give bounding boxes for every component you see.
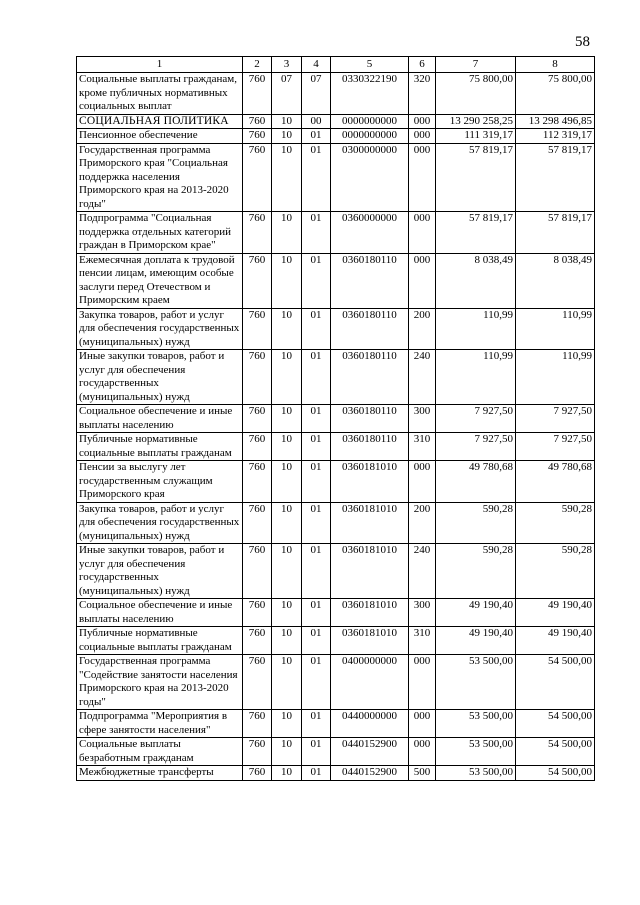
row-code-4: 01 xyxy=(302,461,331,503)
row-code-4: 01 xyxy=(302,738,331,766)
column-header-1: 1 xyxy=(77,57,243,73)
table-row xyxy=(77,405,595,433)
row-code-4: 01 xyxy=(302,627,331,655)
row-code-5: 0440000000 xyxy=(331,710,409,738)
row-code-5: 0360180110 xyxy=(331,308,409,350)
row-code-4: 01 xyxy=(302,433,331,461)
row-code-6: 000 xyxy=(409,461,436,503)
row-code-4: 01 xyxy=(302,599,331,627)
row-code-6: 310 xyxy=(409,433,436,461)
row-name: Пенсии за выслугу лет государственным служащим Приморского края xyxy=(77,461,243,503)
row-code-2: 760 xyxy=(243,738,272,766)
row-code-6: 000 xyxy=(409,212,436,254)
row-amount-7: 53 500,00 xyxy=(436,766,516,781)
row-code-4: 01 xyxy=(302,143,331,212)
row-amount-7: 590,28 xyxy=(436,544,516,599)
table-row xyxy=(77,433,595,461)
row-code-2: 760 xyxy=(243,433,272,461)
row-code-2: 760 xyxy=(243,655,272,710)
row-amount-7: 53 500,00 xyxy=(436,710,516,738)
table-row xyxy=(77,738,595,766)
page-number: 58 xyxy=(575,34,590,50)
row-code-3: 10 xyxy=(272,114,302,129)
row-name: Социальные выплаты гражданам, кроме публичных нормативных социальных выплат xyxy=(77,73,243,115)
row-code-3: 10 xyxy=(272,212,302,254)
row-amount-7: 111 319,17 xyxy=(436,129,516,144)
row-amount-7: 57 819,17 xyxy=(436,143,516,212)
budget-table xyxy=(76,56,595,781)
row-name: Государственная программа "Содействие занятости населения Приморского края на 2013-2020 годы" xyxy=(77,655,243,710)
row-amount-8: 13 298 496,85 xyxy=(516,114,595,129)
row-code-5: 0440152900 xyxy=(331,738,409,766)
table-row xyxy=(77,627,595,655)
row-code-2: 760 xyxy=(243,599,272,627)
row-amount-8: 112 319,17 xyxy=(516,129,595,144)
column-header-7: 7 xyxy=(436,57,516,73)
row-code-3: 10 xyxy=(272,627,302,655)
row-code-3: 10 xyxy=(272,766,302,781)
table-row xyxy=(77,544,595,599)
row-name: Публичные нормативные социальные выплаты гражданам xyxy=(77,627,243,655)
row-code-2: 760 xyxy=(243,461,272,503)
row-amount-7: 53 500,00 xyxy=(436,738,516,766)
row-amount-8: 49 190,40 xyxy=(516,627,595,655)
row-code-2: 760 xyxy=(243,350,272,405)
row-amount-7: 49 780,68 xyxy=(436,461,516,503)
row-amount-8: 49 190,40 xyxy=(516,599,595,627)
row-amount-8: 57 819,17 xyxy=(516,212,595,254)
table-row xyxy=(77,350,595,405)
row-name: Социальное обеспечение и иные выплаты населению xyxy=(77,405,243,433)
row-amount-8: 7 927,50 xyxy=(516,405,595,433)
row-code-2: 760 xyxy=(243,544,272,599)
column-header-2: 2 xyxy=(243,57,272,73)
row-code-3: 10 xyxy=(272,129,302,144)
row-amount-8: 590,28 xyxy=(516,502,595,544)
table-body xyxy=(77,73,595,781)
table-header-row xyxy=(77,57,595,73)
row-name: Социальное обеспечение и иные выплаты населению xyxy=(77,599,243,627)
column-header-8: 8 xyxy=(516,57,595,73)
row-amount-7: 49 190,40 xyxy=(436,627,516,655)
row-code-6: 300 xyxy=(409,405,436,433)
row-name: Закупка товаров, работ и услуг для обеспечения государственных (муниципальных) нужд xyxy=(77,308,243,350)
row-code-2: 760 xyxy=(243,710,272,738)
row-code-6: 000 xyxy=(409,143,436,212)
row-code-2: 760 xyxy=(243,627,272,655)
row-code-5: 0400000000 xyxy=(331,655,409,710)
row-code-6: 240 xyxy=(409,350,436,405)
row-code-6: 000 xyxy=(409,253,436,308)
row-code-3: 10 xyxy=(272,143,302,212)
table-row xyxy=(77,502,595,544)
row-code-3: 10 xyxy=(272,544,302,599)
table-row xyxy=(77,599,595,627)
row-code-3: 10 xyxy=(272,253,302,308)
row-amount-7: 590,28 xyxy=(436,502,516,544)
row-code-6: 000 xyxy=(409,738,436,766)
row-code-6: 000 xyxy=(409,129,436,144)
row-name: Социальные выплаты безработным гражданам xyxy=(77,738,243,766)
row-code-2: 760 xyxy=(243,129,272,144)
row-code-2: 760 xyxy=(243,502,272,544)
row-name: СОЦИАЛЬНАЯ ПОЛИТИКА xyxy=(77,114,243,129)
row-code-6: 000 xyxy=(409,710,436,738)
row-code-2: 760 xyxy=(243,405,272,433)
row-code-3: 10 xyxy=(272,461,302,503)
table-row xyxy=(77,143,595,212)
row-name: Иные закупки товаров, работ и услуг для обеспечения государственных (муниципальных) нужд xyxy=(77,544,243,599)
row-code-5: 0360180110 xyxy=(331,350,409,405)
row-code-5: 0000000000 xyxy=(331,114,409,129)
row-code-2: 760 xyxy=(243,253,272,308)
table-row xyxy=(77,766,595,781)
column-header-5: 5 xyxy=(331,57,409,73)
row-code-4: 01 xyxy=(302,212,331,254)
row-amount-8: 110,99 xyxy=(516,308,595,350)
row-code-3: 10 xyxy=(272,433,302,461)
row-code-5: 0360181010 xyxy=(331,627,409,655)
row-code-4: 01 xyxy=(302,655,331,710)
row-code-2: 760 xyxy=(243,114,272,129)
row-code-6: 000 xyxy=(409,655,436,710)
table-row xyxy=(77,253,595,308)
row-amount-7: 7 927,50 xyxy=(436,433,516,461)
row-code-5: 0360181010 xyxy=(331,502,409,544)
row-amount-8: 75 800,00 xyxy=(516,73,595,115)
row-code-5: 0300000000 xyxy=(331,143,409,212)
table-row xyxy=(77,129,595,144)
row-code-3: 10 xyxy=(272,738,302,766)
row-code-5: 0360181010 xyxy=(331,599,409,627)
row-name: Подпрограмма "Мероприятия в сфере занятости населения" xyxy=(77,710,243,738)
row-amount-8: 110,99 xyxy=(516,350,595,405)
row-code-4: 01 xyxy=(302,308,331,350)
row-code-2: 760 xyxy=(243,143,272,212)
row-code-2: 760 xyxy=(243,766,272,781)
row-amount-7: 7 927,50 xyxy=(436,405,516,433)
row-code-5: 0360181010 xyxy=(331,461,409,503)
table-row xyxy=(77,710,595,738)
row-name: Ежемесячная доплата к трудовой пенсии лицам, имеющим особые заслуги перед Отечеством и Приморским краем xyxy=(77,253,243,308)
row-name: Подпрограмма "Социальная поддержка отдельных категорий граждан в Приморском крае" xyxy=(77,212,243,254)
row-name: Пенсионное обеспечение xyxy=(77,129,243,144)
row-code-5: 0000000000 xyxy=(331,129,409,144)
row-code-3: 10 xyxy=(272,308,302,350)
row-amount-7: 57 819,17 xyxy=(436,212,516,254)
row-amount-8: 7 927,50 xyxy=(516,433,595,461)
row-code-4: 01 xyxy=(302,405,331,433)
row-amount-7: 13 290 258,25 xyxy=(436,114,516,129)
column-header-4: 4 xyxy=(302,57,331,73)
row-code-6: 300 xyxy=(409,599,436,627)
row-code-5: 0360180110 xyxy=(331,433,409,461)
row-code-5: 0360181010 xyxy=(331,544,409,599)
row-amount-7: 110,99 xyxy=(436,308,516,350)
row-code-6: 200 xyxy=(409,502,436,544)
row-code-6: 200 xyxy=(409,308,436,350)
row-code-2: 760 xyxy=(243,73,272,115)
row-code-2: 760 xyxy=(243,212,272,254)
row-code-4: 01 xyxy=(302,766,331,781)
row-code-2: 760 xyxy=(243,308,272,350)
row-code-4: 01 xyxy=(302,350,331,405)
row-code-5: 0440152900 xyxy=(331,766,409,781)
row-amount-8: 49 780,68 xyxy=(516,461,595,503)
row-code-4: 01 xyxy=(302,502,331,544)
row-code-4: 01 xyxy=(302,710,331,738)
row-name: Межбюджетные трансферты xyxy=(77,766,243,781)
row-code-4: 07 xyxy=(302,73,331,115)
column-header-6: 6 xyxy=(409,57,436,73)
table-row xyxy=(77,73,595,115)
row-code-5: 0330322190 xyxy=(331,73,409,115)
row-code-4: 01 xyxy=(302,544,331,599)
row-code-6: 500 xyxy=(409,766,436,781)
row-code-3: 10 xyxy=(272,405,302,433)
row-code-3: 07 xyxy=(272,73,302,115)
row-code-4: 00 xyxy=(302,114,331,129)
row-code-6: 310 xyxy=(409,627,436,655)
row-code-6: 000 xyxy=(409,114,436,129)
row-code-5: 0360000000 xyxy=(331,212,409,254)
row-amount-7: 49 190,40 xyxy=(436,599,516,627)
row-name: Государственная программа Приморского края "Социальная поддержка населения Приморского края на 2013-2020 годы" xyxy=(77,143,243,212)
table-row xyxy=(77,655,595,710)
row-amount-7: 8 038,49 xyxy=(436,253,516,308)
row-code-3: 10 xyxy=(272,655,302,710)
row-amount-8: 590,28 xyxy=(516,544,595,599)
row-amount-8: 54 500,00 xyxy=(516,766,595,781)
row-code-3: 10 xyxy=(272,710,302,738)
row-code-6: 240 xyxy=(409,544,436,599)
row-amount-7: 75 800,00 xyxy=(436,73,516,115)
table-row xyxy=(77,114,595,129)
row-amount-8: 57 819,17 xyxy=(516,143,595,212)
row-code-4: 01 xyxy=(302,253,331,308)
row-amount-8: 54 500,00 xyxy=(516,738,595,766)
table-row xyxy=(77,308,595,350)
row-name: Иные закупки товаров, работ и услуг для обеспечения государственных (муниципальных) нужд xyxy=(77,350,243,405)
table-row xyxy=(77,461,595,503)
row-code-5: 0360180110 xyxy=(331,253,409,308)
row-amount-7: 53 500,00 xyxy=(436,655,516,710)
row-code-5: 0360180110 xyxy=(331,405,409,433)
row-code-3: 10 xyxy=(272,599,302,627)
row-amount-8: 8 038,49 xyxy=(516,253,595,308)
row-code-4: 01 xyxy=(302,129,331,144)
row-amount-8: 54 500,00 xyxy=(516,710,595,738)
column-header-3: 3 xyxy=(272,57,302,73)
row-name: Закупка товаров, работ и услуг для обеспечения государственных (муниципальных) нужд xyxy=(77,502,243,544)
row-name: Публичные нормативные социальные выплаты гражданам xyxy=(77,433,243,461)
row-code-3: 10 xyxy=(272,502,302,544)
row-code-3: 10 xyxy=(272,350,302,405)
row-amount-7: 110,99 xyxy=(436,350,516,405)
row-code-6: 320 xyxy=(409,73,436,115)
table-row xyxy=(77,212,595,254)
row-amount-8: 54 500,00 xyxy=(516,655,595,710)
